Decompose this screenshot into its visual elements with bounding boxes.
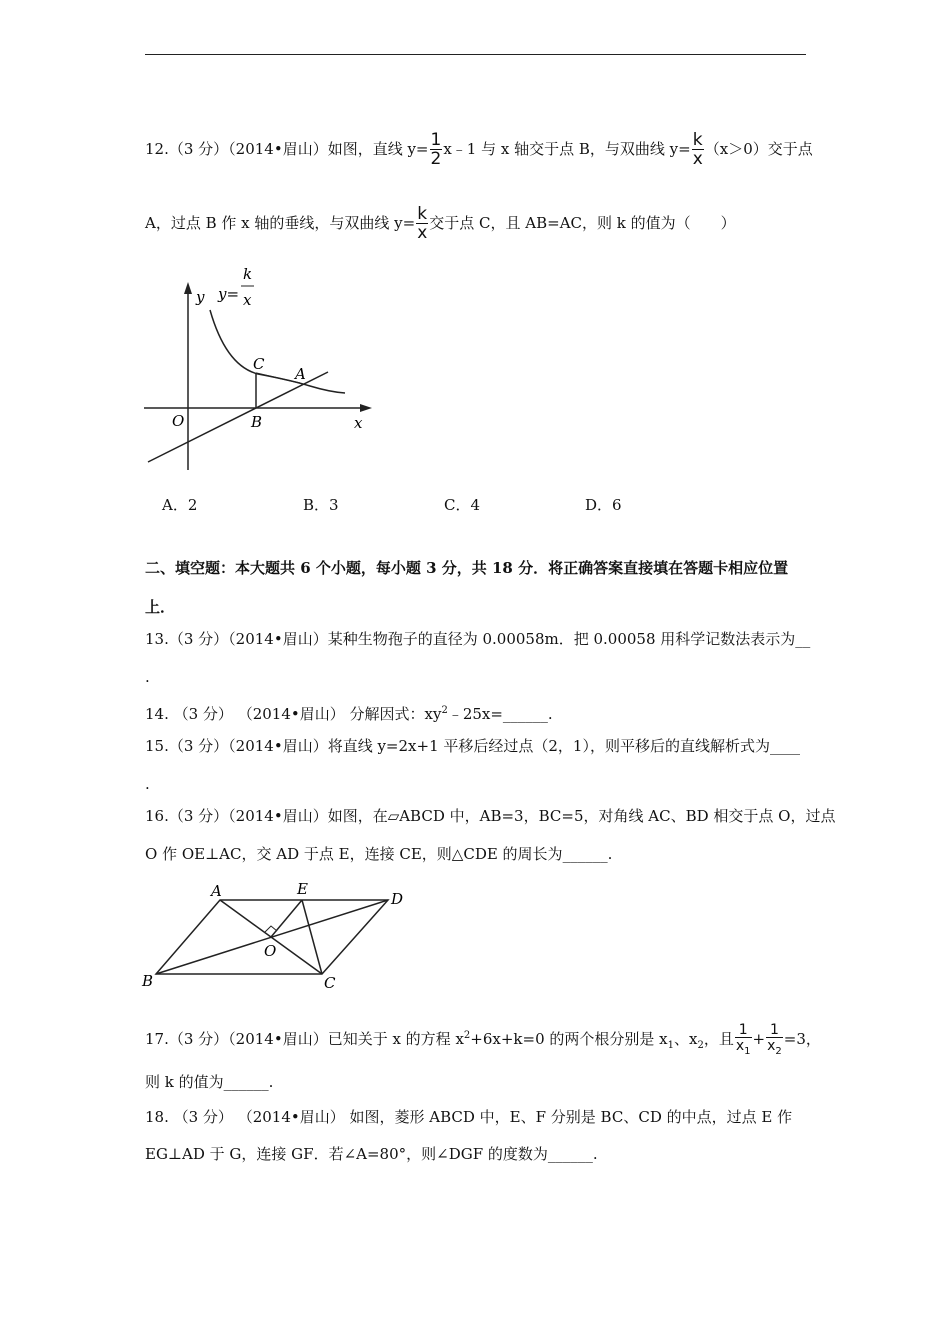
fig-point-O: O	[172, 412, 185, 430]
fig-xaxis-label: x	[354, 414, 363, 432]
fig16-point-C: C	[324, 974, 336, 992]
fraction-k-over-x: $\frac{k}{x}$	[692, 130, 703, 169]
q12-text: （x＞0）交于点	[704, 140, 813, 158]
fraction-1-over-x1: $\frac{1}{x_1}$	[735, 1022, 751, 1057]
q17-line1: 17.（3 分）（2014•眉山）已知关于 x 的方程 $x^2+6x+k=0$ 的两个根分别是 $x_1$、$x_2$，且 $\frac{1}{x_1}$ + $\frac{1}{x_2}$ =3，	[145, 1022, 821, 1057]
q15-line2: .	[145, 775, 150, 793]
q12-text: A，过点 B 作 x 轴的垂线，与双曲线 y=	[145, 214, 416, 232]
q17-line2: 则 k 的值为______.	[145, 1073, 274, 1091]
option-a: A．2	[162, 496, 198, 514]
fig16-point-O: O	[264, 942, 277, 960]
q16-line1: 16.（3 分）（2014•眉山）如图，在▱ABCD 中，AB=3，BC=5，对角线 AC、BD 相交于点 O，过点	[145, 807, 836, 825]
q12-text: x﹣1 与 x 轴交于点 B，与双曲线 y=	[443, 140, 691, 158]
q12-text: 12.（3 分）（2014•眉山）如图，直线 y=	[145, 140, 429, 158]
fig-label-x: x	[243, 291, 252, 309]
q12-figure	[140, 262, 380, 474]
q12-line2	[145, 206, 736, 242]
fig-point-B: B	[251, 413, 263, 431]
fraction-half: $\frac{1}{2}$	[430, 130, 442, 169]
section2-heading: 二、填空题：本大题共 6 个小题，每小题 3 分，共 18 分．将正确答案直接填在答题卡相应位置	[145, 559, 789, 577]
fig-point-A: A	[295, 365, 306, 383]
option-b: B．3	[303, 496, 339, 514]
option-c: C．4	[444, 496, 481, 514]
q18-line1: 18. （3 分） （2014•眉山） 如图，菱形 ABCD 中，E、F 分别是 BC、CD 的中点，过点 E 作	[145, 1108, 793, 1126]
q12-text: 交于点 C，且 AB=AC，则 k 的值为（ ）	[429, 214, 736, 232]
header-rule	[145, 54, 806, 55]
fig16-point-E: E	[297, 880, 308, 898]
q16-figure	[140, 878, 420, 993]
q15-line1: 15.（3 分）（2014•眉山）将直线 y=2x+1 平移后经过点（2，1），则平移后的直线解析式为____	[145, 737, 800, 755]
option-d: D．6	[585, 496, 622, 514]
fig16-point-D: D	[391, 890, 404, 908]
fig-point-C: C	[253, 355, 265, 373]
q14-line: 14. （3 分） （2014•眉山） 分解因式：$xy^2﹣25x=\_\_\_\_\_\_$.	[145, 705, 553, 723]
fig-label-k: k	[243, 265, 253, 283]
fig-label-y: y	[196, 288, 205, 306]
q13-line2: .	[145, 668, 150, 686]
fig16-point-A: A	[211, 882, 222, 900]
q13-line1: 13.（3 分）（2014•眉山）某种生物孢子的直径为 0.00058m．把 0.00058 用科学记数法表示为__	[145, 630, 811, 648]
q12-line1	[145, 132, 813, 168]
fig16-point-B: B	[142, 972, 154, 990]
q18-line2: EG⊥AD 于 G，连接 GF．若∠A=80°，则∠DGF 的度数为______.	[145, 1145, 598, 1163]
fraction-k-over-x: $\frac{k}{x}$	[417, 204, 428, 243]
fraction-1-over-x2: $\frac{1}{x_2}$	[767, 1022, 782, 1057]
fig-label-eq: y=	[218, 285, 240, 303]
section2-heading-cont: 上．	[145, 598, 176, 616]
q16-line2: O 作 OE⊥AC，交 AD 于点 E，连接 CE，则△CDE 的周长为______.	[145, 845, 613, 863]
